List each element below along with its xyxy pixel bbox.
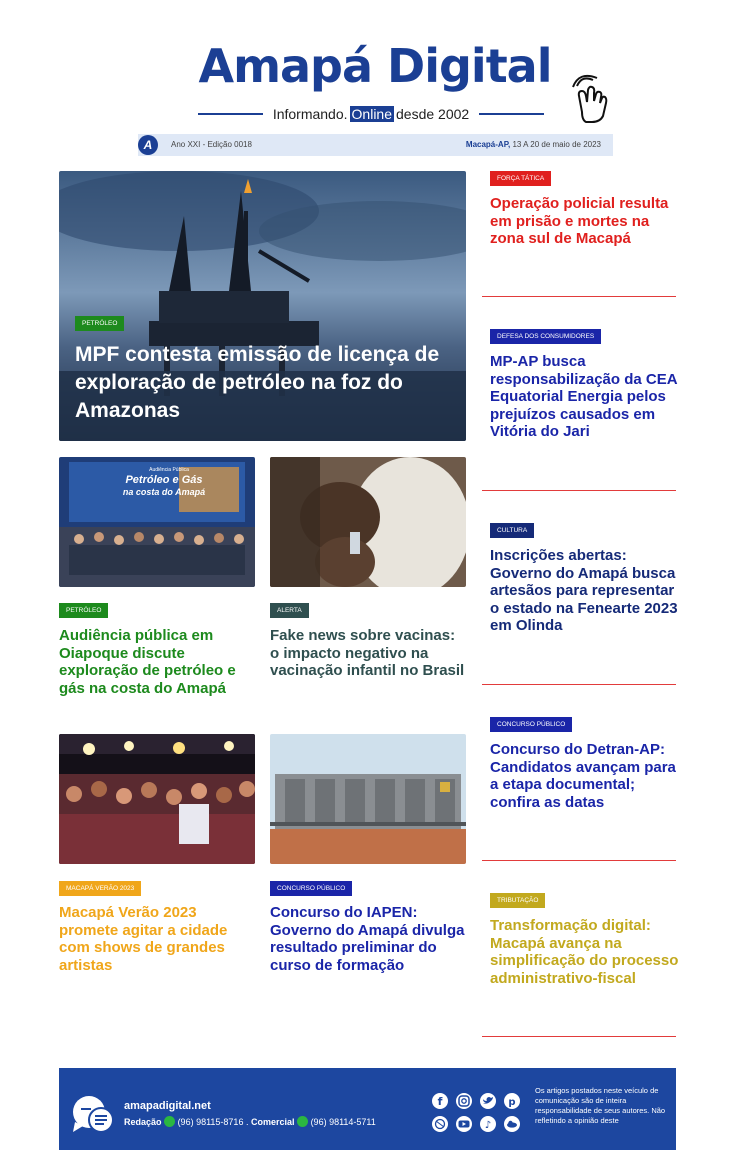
tagline-rule-left — [198, 113, 263, 115]
contact-separator: . — [245, 1117, 249, 1127]
footer — [59, 1068, 676, 1150]
redacao-label: Redação — [124, 1117, 162, 1127]
sidebar-divider — [482, 296, 676, 297]
edition-place: Macapá-AP, — [465, 140, 511, 149]
building-photo — [270, 734, 466, 864]
story-image-iapen[interactable] — [270, 734, 466, 864]
social-icons — [431, 1092, 523, 1134]
tagline — [188, 103, 554, 125]
sidebar-category-forca-tatica[interactable]: FORÇA TÁTICA — [490, 171, 551, 186]
footer-contacts — [124, 1116, 376, 1127]
concert-crowd-photo — [59, 734, 255, 864]
sidebar-headline-detran[interactable]: Concurso do Detran-AP: Candidatos avançam para a etapa documental; confira as datas — [490, 741, 676, 811]
touch-hand-icon — [567, 72, 609, 124]
cloud-icon[interactable] — [504, 1116, 520, 1132]
whatsapp-icon — [297, 1116, 308, 1127]
sidebar-category-concurso[interactable]: CONCURSO PÚBLICO — [490, 717, 572, 732]
sidebar-divider — [482, 490, 676, 491]
story-headline-macapa-verao[interactable]: Macapá Verão 2023 promete agitar a cidade com shows de grandes artistas — [59, 904, 228, 974]
tagline-text: Informando. — [272, 106, 348, 122]
svg-text:♪: ♪ — [484, 1120, 492, 1131]
youtube-icon[interactable] — [456, 1116, 472, 1132]
story-image-macapa-verao[interactable] — [59, 734, 255, 864]
sidebar-headline-transformacao[interactable]: Transformação digital: Macapá avança na simplificação do processo administrativo-fiscal — [490, 917, 679, 987]
main-story-category[interactable]: PETRÓLEO — [75, 316, 124, 331]
main-story-headline[interactable]: MPF contesta emissão de licença de exploração de petróleo na foz do Amazonas — [75, 343, 440, 422]
sidebar-headline-mpap[interactable]: MP-AP busca responsabilização da CEA Equatorial Energia pelos prejuízos causados em Vitória do Jari — [490, 353, 678, 441]
main-story-card[interactable] — [59, 171, 466, 441]
pinterest-icon[interactable] — [504, 1093, 520, 1109]
twitter-icon[interactable] — [480, 1093, 496, 1109]
chat-bubble-icon — [71, 1094, 115, 1136]
logo-icon: A — [138, 135, 158, 155]
sidebar-divider — [482, 1036, 676, 1037]
tagline-online: Online — [351, 106, 392, 122]
sidebar-category-tributacao[interactable]: TRIBUTAÇÃO — [490, 893, 545, 908]
edition-label: Ano XXI - Edição 0018 — [171, 140, 252, 149]
story-category-macapa-verao[interactable]: MACAPÁ VERÃO 2023 — [59, 881, 141, 896]
facebook-icon[interactable] — [432, 1093, 448, 1109]
whatsapp-icon — [164, 1116, 175, 1127]
redacao-phone[interactable]: (96) 98115-8716 — [177, 1117, 244, 1127]
story-headline-audiencia[interactable]: Audiência pública em Oiapoque discute exploração de petróleo e gás na costa do Amapá — [59, 627, 236, 697]
banner-line1: Audiência Pública — [149, 467, 189, 473]
vaccine-photo — [270, 457, 466, 587]
banner-line3: na costa do Amapá — [122, 487, 206, 497]
tiktok-icon[interactable] — [480, 1116, 496, 1132]
story-image-audiencia[interactable] — [59, 457, 255, 587]
edition-date-range: 13 A 20 de maio de 2023 — [512, 140, 601, 149]
story-image-vacinas[interactable] — [270, 457, 466, 587]
sidebar-divider — [482, 860, 676, 861]
svg-text:p: p — [508, 1097, 516, 1108]
banner-line2: Petróleo e Gás — [125, 474, 203, 486]
footer-disclaimer: Os artigos postados neste veículo de comunicação são de inteira responsabilidade de seus autores. Não refletindo a opinião deste — [535, 1086, 666, 1125]
story-headline-iapen[interactable]: Concurso do IAPEN: Governo do Amapá divulga resultado preliminar do curso de formação — [270, 904, 465, 974]
sidebar-category-defesa[interactable]: DEFESA DOS CONSUMIDORES — [490, 329, 601, 344]
edition-date — [466, 140, 601, 149]
comercial-label: Comercial — [251, 1117, 295, 1127]
comercial-phone[interactable]: (96) 98114-5711 — [310, 1117, 376, 1127]
svg-text:f: f — [437, 1095, 443, 1108]
tagline-since: desde 2002 — [396, 106, 470, 122]
story-category-alerta[interactable]: ALERTA — [270, 603, 309, 618]
footer-site[interactable]: amapadigital.net — [124, 1100, 211, 1112]
story-headline-vacinas[interactable]: Fake news sobre vacinas: o impacto negativo na vacinação infantil no Brasil — [270, 627, 465, 680]
sidebar-divider — [482, 684, 676, 685]
story-category-petroleo[interactable]: PETRÓLEO — [59, 603, 108, 618]
dribbble-icon[interactable] — [432, 1116, 448, 1132]
sidebar-category-cultura[interactable]: CULTURA — [490, 523, 534, 538]
sidebar-headline-inscricoes[interactable]: Inscrições abertas: Governo do Amapá busca artesãos para representar o estado na Fenearte 2023 em Olinda — [490, 547, 678, 635]
site-title[interactable]: Amapá Digital — [198, 39, 552, 93]
tagline-rule-right — [479, 113, 544, 115]
sidebar-headline-operacao[interactable]: Operação policial resulta em prisão e mortes na zona sul de Macapá — [490, 195, 669, 248]
story-category-concurso[interactable]: CONCURSO PÚBLICO — [270, 881, 352, 896]
instagram-icon[interactable] — [456, 1093, 472, 1109]
edition-bar — [138, 134, 613, 156]
